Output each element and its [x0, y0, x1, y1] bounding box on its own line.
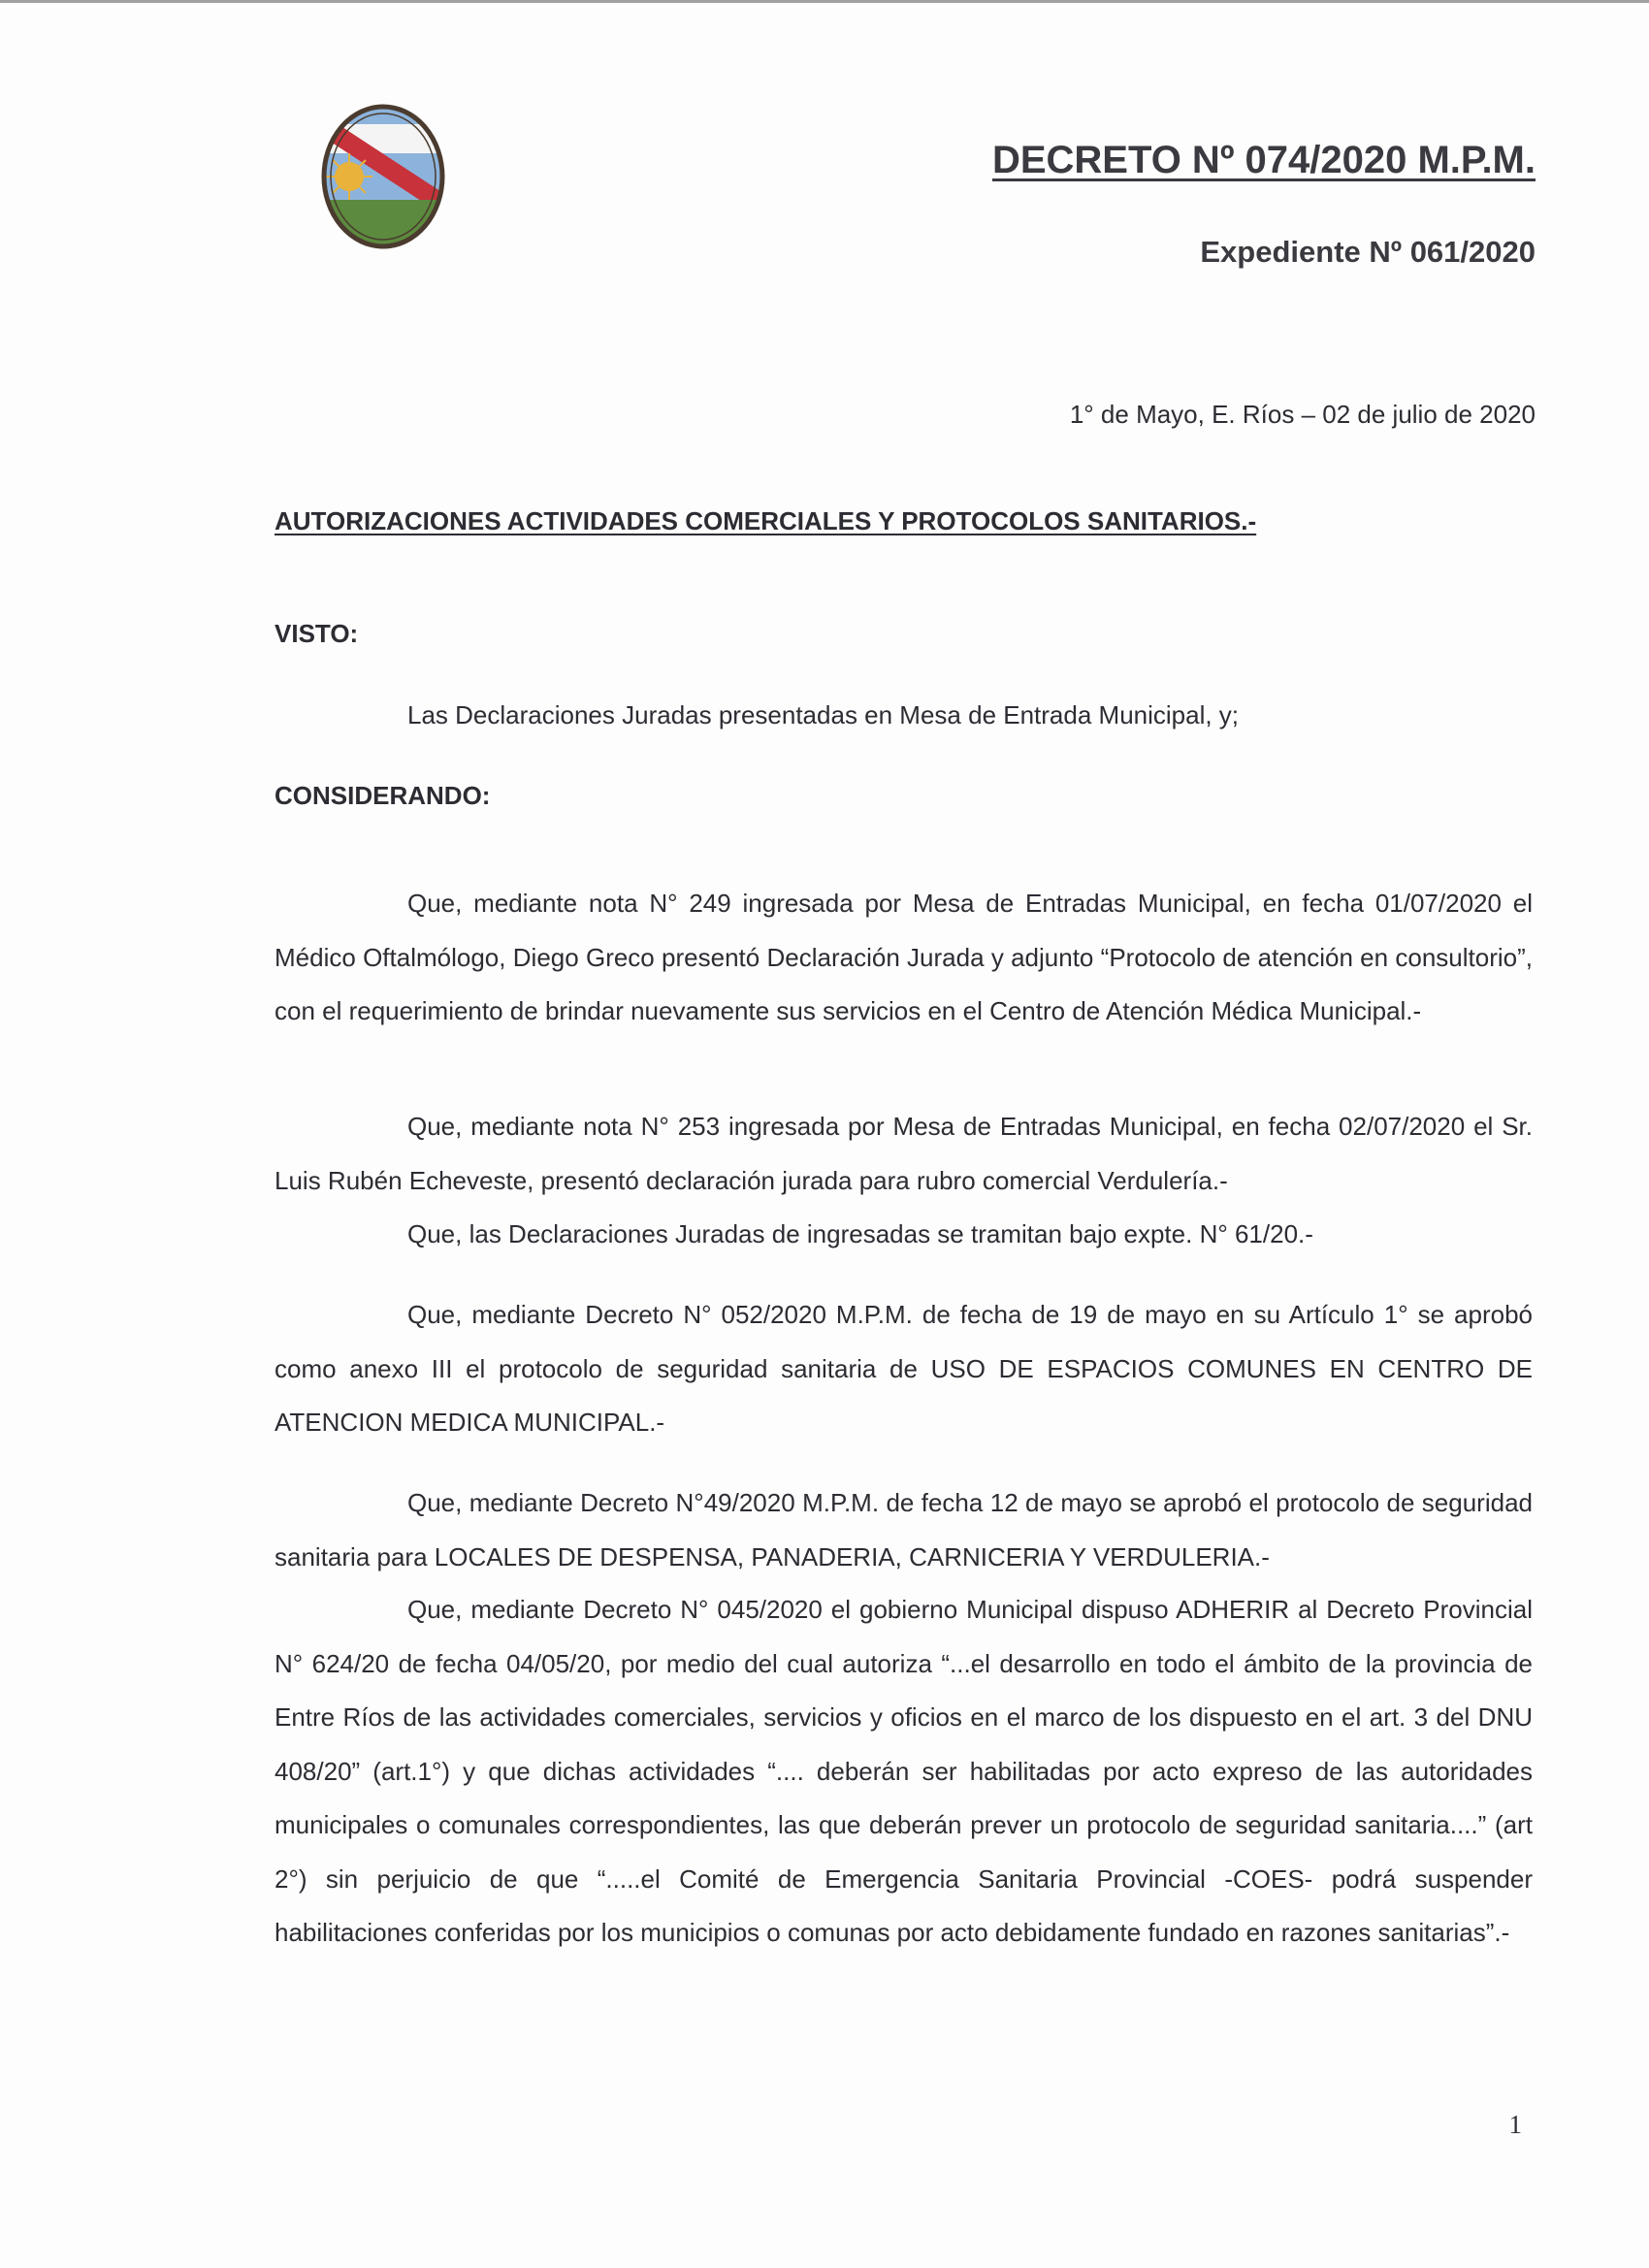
- visto-heading: VISTO:: [275, 619, 359, 648]
- expediente-number: Expediente Nº 061/2020: [1200, 235, 1536, 269]
- visto-text: Las Declaraciones Juradas presentadas en Mesa de Entrada Municipal, y;: [407, 700, 1240, 729]
- date-line: 1° de Mayo, E. Ríos – 02 de julio de 2020: [1069, 400, 1536, 429]
- municipal-seal-icon: [320, 103, 446, 250]
- considerando-paragraph: Que, mediante Decreto N° 052/2020 M.P.M. de fecha de 19 de mayo en su Artículo 1° se aprobó como anexo III el protocolo de seguridad sanitaria de USO DE ESPACIOS COMUNES EN CENTRO DE ATENCION MEDICA MUNICIPAL.-: [275, 1300, 1533, 1437]
- considerando-paragraph: Que, mediante nota N° 253 ingresada por Mesa de Entradas Municipal, en fecha 02/07/2020 el Sr. Luis Rubén Echeveste, presentó declaración jurada para rubro comercial Verdulería.-: [275, 1112, 1533, 1195]
- considerando-heading: CONSIDERANDO:: [275, 781, 491, 810]
- considerando-paragraph: Que, mediante Decreto N° 045/2020 el gobierno Municipal dispuso ADHERIR al Decreto Provincial N° 624/20 de fecha 04/05/20, por medio del cual autoriza “...el desarrollo en todo el ámbito de la provincia de Entre Ríos de las actividades comerciales, servicios y oficios en el marco de los dispuesto en el art. 3 del DNU 408/20” (art.1°) y que dichas actividades “.... deberán ser habilitadas por acto expreso de las autoridades municipales o comunales correspondientes, las que deberán prever un protocolo de seguridad sanitaria....” (art 2°) sin perjuicio de que “.....el Comité de Emergencia Sanitaria Provincial -COES- podrá suspender habilitaciones conferidas por los municipios o comunas por acto debidamente fundado en razones sanitarias”.-: [275, 1595, 1533, 1947]
- decree-title: DECRETO Nº 074/2020 M.P.M.: [991, 139, 1536, 181]
- considerando-paragraph: Que, las Declaraciones Juradas de ingresadas se tramitan bajo expte. N° 61/20.-: [407, 1219, 1313, 1248]
- considerando-paragraph: Que, mediante Decreto N°49/2020 M.P.M. de fecha 12 de mayo se aprobó el protocolo de seguridad sanitaria para LOCALES DE DESPENSA, PANADERIA, CARNICERIA Y VERDULERIA.-: [275, 1488, 1533, 1571]
- scan-edge: [0, 0, 1649, 3]
- considerando-paragraph: Que, mediante nota N° 249 ingresada por Mesa de Entradas Municipal, en fecha 01/07/2020 el Médico Oftalmólogo, Diego Greco presentó Declaración Jurada y adjunto “Protocolo de atención en consultorio”, con el requerimiento de brindar nuevamente sus servicios en el Centro de Atención Médica Municipal.-: [275, 889, 1533, 1025]
- decree-subject: AUTORIZACIONES ACTIVIDADES COMERCIALES Y PROTOCOLOS SANITARIOS.-: [275, 506, 1257, 535]
- page-number: 1: [1508, 2110, 1522, 2139]
